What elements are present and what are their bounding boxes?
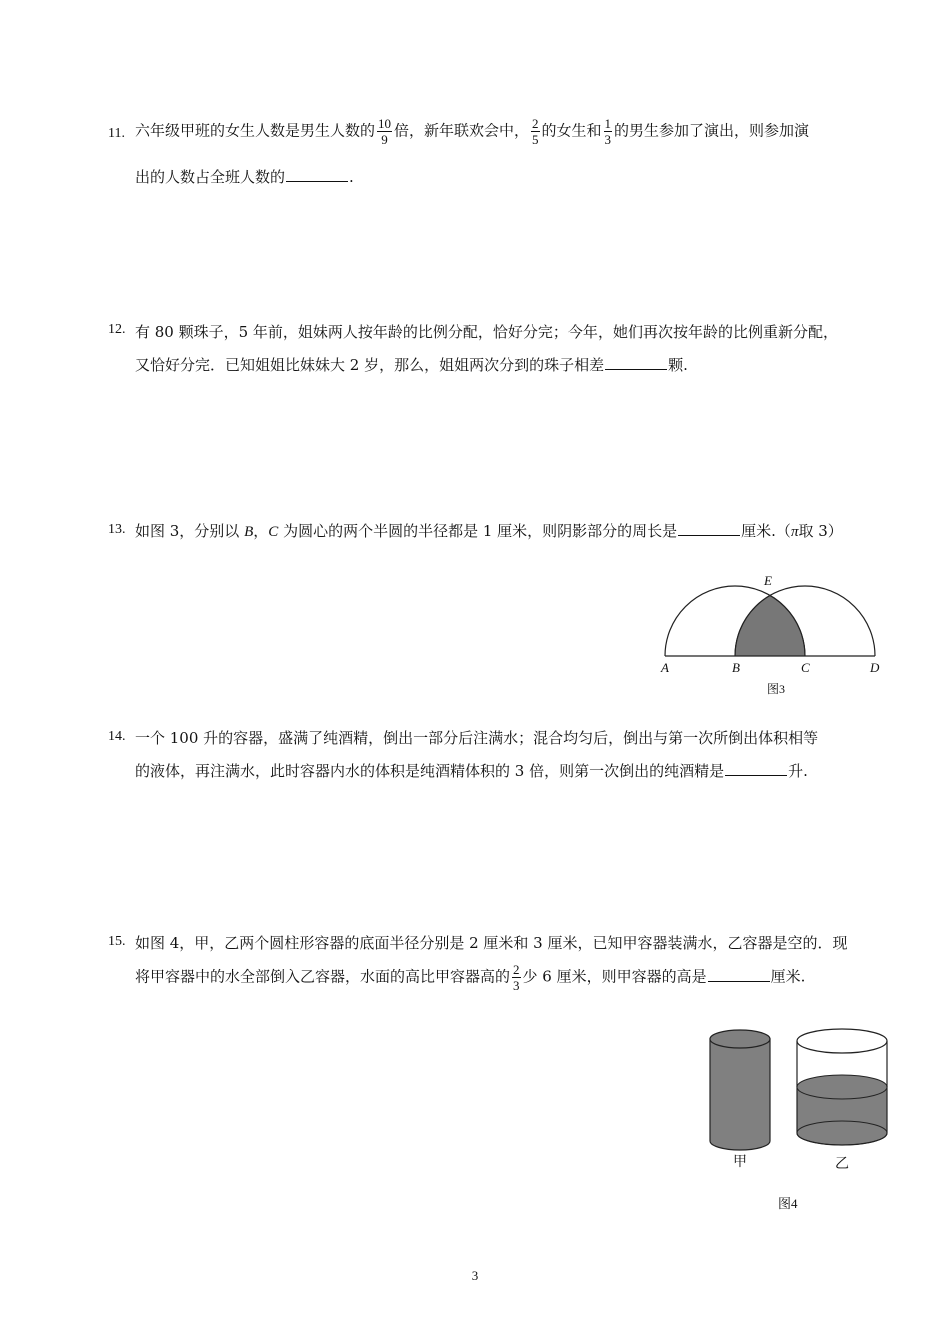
question-11-line-2	[135, 166, 354, 187]
text: 的男生参加了演出，则参加演	[614, 121, 810, 140]
numerator: 1	[604, 116, 612, 131]
text: 的液体，再注满水，此时容器内水的体积是纯酒精体积的 3 倍，则第一次倒出的纯酒精是	[135, 762, 725, 780]
figure-4-cylinders	[700, 1025, 900, 1155]
figure-4-caption: 图4	[778, 1196, 798, 1211]
denominator: 3	[513, 978, 520, 993]
text: 又恰好分完．已知姐姐比妹妹大 2 岁，那么，姐姐两次分到的珠子相差	[135, 356, 605, 374]
text: 六年级甲班的女生人数是男生人数的	[135, 121, 376, 140]
question-12-line-2	[135, 354, 688, 375]
cylinder-jia	[710, 1030, 770, 1150]
denominator: 5	[532, 132, 539, 147]
answer-blank	[725, 762, 787, 776]
label-d: D	[870, 660, 880, 675]
answer-blank	[286, 168, 348, 182]
text: 厘米.（	[741, 522, 791, 540]
figure-3-caption: 图3	[767, 682, 786, 696]
label-yi: 乙	[835, 1156, 849, 1172]
fraction	[377, 116, 392, 147]
question-number: 11.	[108, 126, 125, 141]
answer-blank	[678, 522, 740, 536]
point-label: B	[244, 524, 254, 540]
text: 如图 3，分别以	[135, 522, 245, 540]
answer-blank	[605, 356, 667, 370]
label-jia: 甲	[733, 1154, 747, 1170]
text: 将甲容器中的水全部倒入乙容器，水面的高比甲容器高的	[135, 967, 511, 986]
question-15-line-2	[135, 962, 805, 993]
fraction	[512, 962, 521, 993]
denominator: 9	[381, 132, 388, 147]
numerator: 10	[378, 116, 392, 131]
question-number: 15.	[108, 934, 126, 949]
text: 的女生和	[541, 121, 602, 140]
text: 厘米.	[770, 967, 806, 986]
text: ，	[253, 522, 269, 540]
figure-3-semicircles	[655, 568, 895, 668]
answer-blank	[708, 968, 770, 982]
fraction	[531, 116, 540, 147]
shaded-region	[735, 595, 805, 656]
label-c: C	[801, 660, 810, 675]
cylinder-yi	[797, 1029, 887, 1145]
text: .	[349, 168, 354, 186]
question-13-line-1	[135, 520, 843, 541]
question-14-line-1: 一个 100 升的容器，盛满了纯酒精，倒出一部分后注满水；混合均匀后，倒出与第一次所倒出体积相等	[135, 729, 819, 747]
question-11-line-1	[135, 116, 809, 147]
fraction	[604, 116, 613, 147]
text: 出的人数占全班人数的	[135, 168, 286, 186]
question-number: 14.	[108, 729, 126, 744]
text: 为圆心的两个半圆的半径都是 1 厘米，则阴影部分的周长是	[278, 522, 678, 540]
pi-symbol: π	[790, 524, 799, 540]
label-b: B	[732, 660, 740, 675]
point-label: C	[268, 524, 279, 540]
text: 颗.	[668, 356, 688, 374]
text: 倍，新年联欢会中，	[394, 121, 530, 140]
text: 取 3）	[798, 522, 843, 540]
label-e: E	[764, 573, 772, 588]
numerator: 2	[532, 116, 539, 131]
question-15-line-1: 如图 4，甲，乙两个圆柱形容器的底面半径分别是 2 厘米和 3 厘米，已知甲容器装满水，乙容器是空的．现	[135, 934, 848, 952]
question-number: 12.	[108, 322, 126, 337]
denominator: 3	[604, 132, 612, 147]
question-number: 13.	[108, 522, 126, 537]
question-12-line-1: 有 80 颗珠子，5 年前，姐妹两人按年龄的比例分配，恰好分完；今年，她们再次按年龄的比例重新分配，	[135, 323, 838, 341]
text: 升.	[788, 762, 808, 780]
page-number: 3	[471, 1268, 479, 1283]
text: 少 6 厘米，则甲容器的高是	[522, 967, 707, 986]
label-a: A	[661, 660, 669, 675]
numerator: 2	[513, 962, 520, 977]
question-14-line-2	[135, 760, 808, 781]
